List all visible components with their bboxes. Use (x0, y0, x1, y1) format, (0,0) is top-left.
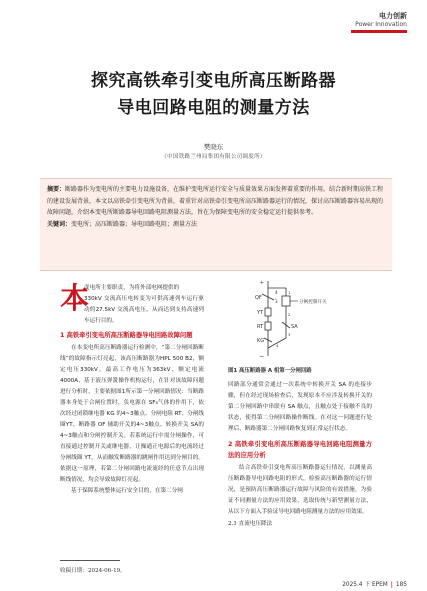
abstract-box (40, 178, 392, 271)
article-title-line2: 导电回路电阻的测量方法 (117, 98, 310, 118)
author-affiliation: （中国铁路兰州局集团有限公司调度所） (161, 154, 266, 160)
footnote-rule (60, 560, 120, 561)
control-switch-box (282, 296, 290, 306)
page-number: 185 (395, 582, 407, 588)
page-footer (342, 579, 407, 588)
keywords-line (47, 219, 385, 231)
abstract-text: 断路器作为变电所的主要电力设施设备，在维护变电所运行安全与质量效果方面发挥着重要的作用。结合新时期高铁工程的建设发展背景，本文以高铁牵引变电所为背景，着重针对高铁牵引变电所高压断路器运行的情况，探讨高压断路器容易出现的故障问题，介绍本变电所断路器导电回路电阻测量方法，旨在为保障变电所的安全稳定运行提供参考。 (47, 186, 384, 216)
minus-terminal: − (258, 353, 264, 360)
footer-issue: 2025.4 下 EPEM (342, 582, 388, 588)
qf-label: QF (255, 295, 262, 301)
right-paragraph-2: 结合高铁牵引变电所高压断路器运行情况，以测量高压断路器导电回路电阻的形式，检验高压断路器的运行情况，是预防高压断路器运行故障与风险的有效措施。为验证不同测量方法的应用效果，选取传统与新型测量方法，从以下方面入手验证导电回路电阻测量方法的应用效果。 (228, 465, 372, 515)
footer-separator: | (390, 582, 393, 588)
intro-first-lines (84, 283, 204, 294)
keywords-text: 变电所；高压断路器；导电回路电阻；测量方法 (71, 220, 198, 228)
circuit-diagram-svg (228, 278, 368, 360)
author-name: 樊晓东 (203, 143, 224, 151)
contact-number-1: 1 (288, 290, 291, 295)
qf-terminal-3: 3 (275, 299, 278, 304)
drop-cap: 本 (60, 281, 90, 315)
section-label-cn: 电力创新 (379, 12, 407, 20)
keywords-label: 关键词： (47, 220, 72, 228)
kg-label: KG (257, 338, 265, 344)
contact-number-3: 3 (288, 332, 291, 337)
paragraph-1: 在本变电所高压断路器运行检测中，“第二分闸回路断线”的故障指示灯亮起，该高压断路器为HPL 500 B2，额定电压330kV，最高工作电压为363kV，额定电流4000A，基于液压弹簧操作机构运行，在针对该故障问题进行分析时，主要依据图1所示第一分闸回路情况：当断路器本身处于合闸位置时，负电源在 SF₆气体的作用下，依次经过闭锁继电器 KG 的4~3触点、分闸电阻 RT、分闸线圈YT、断路器 OF 辅助开关的4~3触点、转换开关 SA的4~3触点和分闸控制开关。若系统运行中需分闸操作，可直接通过控制开关或继电器，让操通正电源后的电流经过分闸线圈 YT，从而触发断路器的跳闸作用达到分闸目的。依据这一原理，若第二分闸回路电流流经的任意节点出现断线情况，均会导致故障灯亮起。 (60, 345, 204, 483)
rt-label: RT (257, 324, 264, 330)
section-heading-2: 2 高铁牵引变电所高压断路器导电回路电阻测量方法的应用分析 (228, 441, 372, 459)
rt-resistor (265, 322, 271, 330)
plus-terminal: + (259, 280, 264, 286)
article-title-line1: 探究高铁牵引变电所高压断路器 (91, 71, 336, 91)
received-date-footnote: 收稿日期：2024-06-19。 (60, 568, 126, 574)
intro-rest: 330kV 交流高压电转变为可供高速列车运行驱动的27.5kV 交流高电压，从而达到支持高速列车运行目的。 (84, 296, 204, 324)
control-switch-label: 分闸控制开关 (299, 300, 327, 305)
right-paragraph-1: 回路部分通常会通过一次系统中转换开关 SA 的连接步骤，但在经过现场检查后，发现原本不应涉及转换开关的第二分闸回路中串联有 SA 触点，且触点处于接触不良的状态，使得第二分闸回路操作断线。在对这一问题进行处理后，断路器第二分闸回路恢复到正常运行状态。 (228, 382, 372, 432)
section-heading-1: 1 高铁牵引变电所高压断路器导电回路故障问题 (60, 332, 193, 339)
header-accent-bar (351, 30, 407, 33)
right-column-text (228, 380, 372, 530)
sa-label: SA (291, 324, 298, 330)
contact-number-4: 4 (276, 343, 279, 348)
left-column-text (60, 294, 204, 497)
circuit-figure (228, 278, 368, 360)
yt-coil (265, 308, 271, 316)
yt-label: YT (257, 310, 264, 316)
paragraph-2: 基于保障系统整体运行安全目的，在第二分闸 (71, 488, 183, 494)
abstract-label: 摘要： (47, 186, 66, 193)
abstract-paragraph (47, 184, 385, 219)
intro-first: 变电所主要职责，为将外部电网提供的 (84, 285, 180, 291)
figure-caption: 图1 高压断路器 A 相第一分闸回路 (228, 368, 312, 374)
section-label-en: Power Innovation (355, 21, 407, 28)
subheading-2-1: 2.1 直流电压降法 (228, 521, 273, 527)
contact-number-2: 2 (288, 312, 291, 317)
qf-terminal-4: 4 (275, 290, 278, 295)
